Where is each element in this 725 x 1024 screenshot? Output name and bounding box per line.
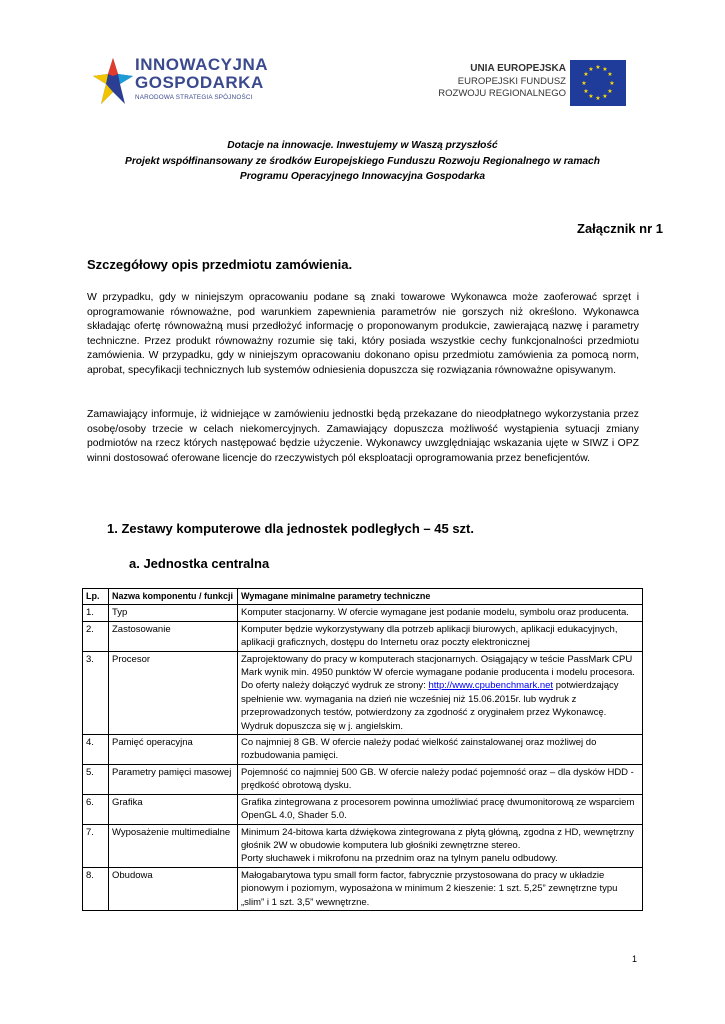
paragraph-equivalents: W przypadku, gdy w niniejszym opracowaniu podane są znaki towarowe Wykonawca może zaoferować sprzęt i oprogramowanie równoważne, pod warunkiem zapewnienia parametrów nie gorszych niż określono. Wykonawca składając ofertę równoważną musi przedłożyć informację o proponowanym produkcie, zawierającą nazwę i parametry techniczne. Przez produkt równoważny rozumie się taki, który posiada wszystkie cechy funkcjonalności przedmiotu zamówienia. W przypadku, gdy w niniejszym opracowaniu dokonano opisu przedmiotu zamówienia za pomocą norm, aprobat, specyfikacji technicznych lub systemów odniesienia dopuszcza się rozwiązania równoważne opisywanym. <box>87 292 639 376</box>
cell-lp: 6. <box>83 794 109 824</box>
cell-component: Parametry pamięci masowej <box>109 764 238 794</box>
star-emblem-icon <box>93 56 133 108</box>
cell-component: Typ <box>109 605 238 621</box>
cell-requirements <box>238 651 643 734</box>
cell-component: Grafika <box>109 794 238 824</box>
cell-requirements: Co najmniej 8 GB. W ofercie należy podać wielkość zainstalowanej oraz możliwej do rozbudowania pamięci. <box>238 735 643 765</box>
svg-text:★: ★ <box>595 64 601 71</box>
cell-lp: 2. <box>83 621 109 651</box>
section-heading-1a: a. Jednostka centralna <box>129 556 270 571</box>
cell-requirements: Komputer stacjonarny. W ofercie wymagane jest podanie modelu, symbolu oraz producenta. <box>238 605 643 621</box>
header-component: Nazwa komponentu / funkcji <box>109 589 238 605</box>
svg-text:★: ★ <box>583 71 589 78</box>
svg-text:★: ★ <box>583 88 589 95</box>
table-row <box>83 605 643 621</box>
cell-component: Obudowa <box>109 867 238 910</box>
header-requirements: Wymagane minimalne parametry techniczne <box>238 589 643 605</box>
table-header-row <box>83 589 643 605</box>
section-heading-1: 1. Zestawy komputerowe dla jednostek podległych – 45 szt. <box>107 521 474 536</box>
eu-flag-icon <box>570 60 626 106</box>
cell-lp: 1. <box>83 605 109 621</box>
cell-lp: 3. <box>83 651 109 734</box>
cell-requirements: Komputer będzie wykorzystywany dla potrzeb aplikacji biurowych, aplikacji edukacyjnych, aplikacji graficznych, dostępu do Internetu oraz poczty elektronicznej <box>238 621 643 651</box>
cell-requirements: Grafika zintegrowana z procesorem powinna umożliwiać pracę dwumonitorową ze wsparciem OpenGL 4.0, Shader 5.0. <box>238 794 643 824</box>
svg-text:★: ★ <box>602 93 608 100</box>
cell-lp: 8. <box>83 867 109 910</box>
innowacyjna-gospodarka-logo <box>93 56 268 108</box>
eu-line-3: ROZWOJU REGIONALNEGO <box>438 88 566 99</box>
svg-text:★: ★ <box>588 93 594 100</box>
cell-lp: 7. <box>83 824 109 867</box>
project-header <box>60 138 665 185</box>
cpu-requirement-text: Zaprojektowany do pracy w komputerach stacjonarnych. Osiągający w teście PassMark CPU Mark wynik min. 4950 punktów W ofercie wymagane podanie producenta i modelu procesora. <box>241 653 635 679</box>
svg-text:★: ★ <box>602 66 608 73</box>
header-line-3: Programu Operacyjnego Innowacyjna Gospodarka <box>239 171 486 182</box>
audio-requirement-text: Minimum 24-bitowa karta dźwiękowa zintegrowana z płytą główną, zgodna z HD, wewnętrzny głośnik 2W w obudowie komputera lub głośniki zewnętrzne stereo. <box>241 826 634 851</box>
eu-logo-text <box>438 63 566 101</box>
cell-component: Wyposażenie multimedialne <box>109 824 238 867</box>
eu-logo <box>418 60 626 106</box>
cell-component: Procesor <box>109 651 238 734</box>
eu-line-1: UNIA EUROPEJSKA <box>470 63 566 74</box>
page-number: 1 <box>632 954 638 964</box>
table-row <box>83 867 643 910</box>
eu-line-2: EUROPEJSKI FUNDUSZ <box>457 75 566 87</box>
cpu-printout-lead: Do oferty należy dołączyć wydruk ze strony: <box>241 680 429 692</box>
table-row <box>83 764 643 794</box>
cell-requirements: Pojemność co najmniej 500 GB. W ofercie należy podać pojemność oraz – dla dysków HDD - prędkość obrotową dysku. <box>238 764 643 794</box>
svg-text:★: ★ <box>581 80 587 87</box>
cell-requirements: Małogabarytowa typu small form factor, fabrycznie przystosowana do pracy w układzie pionowym i poziomym, wyposażona w minimum 2 kieszenie: 1 szt. 5,25” zewnętrzne typu „slim” i 1 szt. 3,5” wewnętrzne. <box>238 867 643 910</box>
document-title: Szczegółowy opis przedmiotu zamówienia. <box>87 257 353 272</box>
table-row <box>83 794 643 824</box>
cell-component: Zastosowanie <box>109 621 238 651</box>
header-lp: Lp. <box>83 589 109 605</box>
logo-line-1: INNOWACYJNA <box>135 55 269 74</box>
cell-requirements <box>238 824 643 867</box>
cell-component: Pamięć operacyjna <box>109 735 238 765</box>
svg-text:★: ★ <box>607 88 613 95</box>
spec-table <box>82 588 643 911</box>
cpu-printout-text <box>241 679 639 733</box>
svg-text:★: ★ <box>609 80 615 87</box>
logo-line-2: GOSPODARKA <box>135 73 264 92</box>
svg-text:★: ★ <box>607 71 613 78</box>
ports-requirement-text: Porty słuchawek i mikrofonu na przednim oraz na tylnym panelu odbudowy. <box>241 853 558 865</box>
cpubenchmark-link[interactable]: http://www.cpubenchmark.net <box>428 680 554 692</box>
svg-text:★: ★ <box>595 95 601 102</box>
cell-lp: 4. <box>83 735 109 765</box>
paragraph-licensing: Zamawiający informuje, iż widniejące w zamówieniu jednostki będą przekazane do nieodpłatnego wykorzystania przez osobę/osoby trzecie w celach niekomercyjnych. Zamawiający dopuszcza możliwość wystąpienia sytuacji zmiany podmiotów na rzecz których następować będzie użyczenie. Wykonawcy uwzględniając wskazania ujęte w SIWZ i OPZ winni dostosować oferowane licencje do rzeczywistych pól eksploatacji oprogramowania przez beneficjentów. <box>87 409 639 464</box>
attachment-label: Załącznik nr 1 <box>577 221 663 236</box>
table-row <box>83 621 643 651</box>
header-line-2: Projekt współfinansowany ze środków Europejskiego Funduszu Rozwoju Regionalnego w ramach <box>125 155 600 167</box>
logo-line-3: NARODOWA STRATEGIA SPÓJNOŚCI <box>135 94 253 101</box>
table-row <box>83 651 643 734</box>
table-row <box>83 824 643 867</box>
header-line-1: Dotacje na innowacje. Inwestujemy w Waszą przyszłość <box>227 140 498 151</box>
svg-text:★: ★ <box>588 66 594 73</box>
cpu-printout-rest: potwierdzający spełnienie ww. wymagania na dzień nie wcześniej niż 15.06.2015r. lub wydruk z przeprowadzonych testów, potwierdzony za zgodność z oryginałem przez Wykonawcę. Wydruk dopuszcza się w j. angielskim. <box>241 680 619 732</box>
cell-lp: 5. <box>83 764 109 794</box>
table-row <box>83 735 643 765</box>
